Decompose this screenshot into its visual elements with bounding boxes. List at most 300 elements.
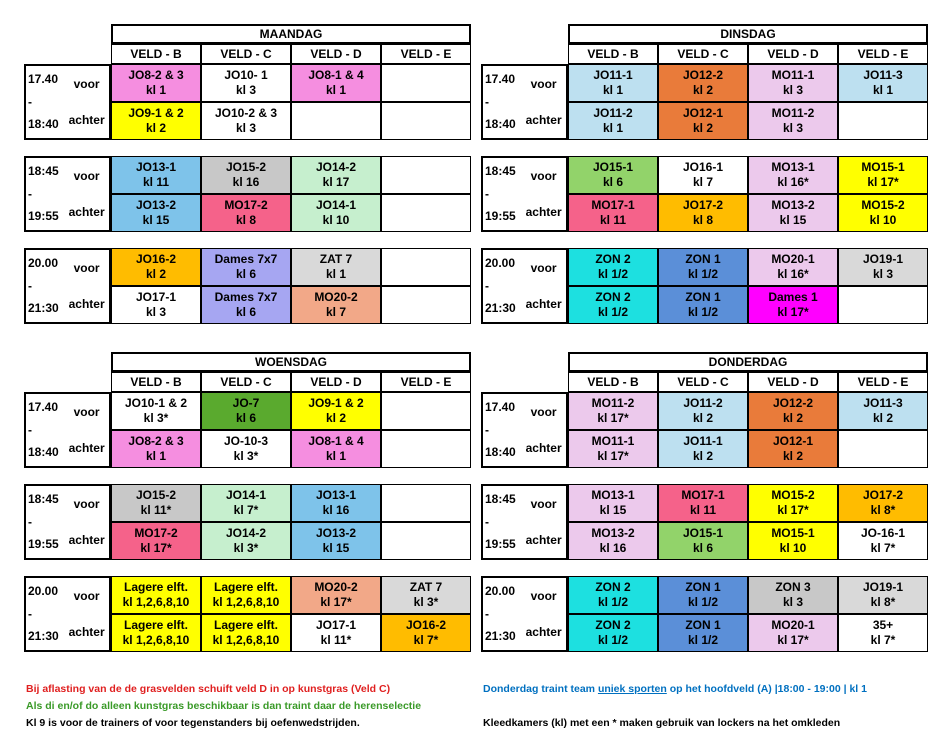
time-range	[26, 250, 64, 322]
locker-room: kl 11	[599, 213, 627, 227]
start-time: 17.40	[28, 400, 59, 414]
column-header-veld-d: VELD - D	[748, 372, 838, 392]
locker-room: kl 1	[872, 83, 893, 97]
locker-room: kl 17*	[140, 541, 172, 555]
end-time: 21:30	[485, 301, 516, 315]
team-name: JO14-2	[225, 526, 267, 540]
team-name: MO20-1	[771, 618, 815, 632]
team-name: JO15-1	[592, 160, 634, 174]
locker-room: kl 1/2	[597, 305, 629, 319]
locker-room: kl 3	[782, 595, 803, 609]
schedule-cell	[291, 484, 381, 522]
day-title: DINSDAG	[568, 24, 928, 44]
column-header-veld-e: VELD - E	[838, 44, 928, 64]
team-name: MO20-1	[771, 252, 815, 266]
block-spacer	[24, 232, 471, 248]
time-range	[26, 66, 64, 138]
block-spacer	[24, 560, 471, 576]
schedule-cell	[838, 194, 928, 232]
schedule-cell	[838, 614, 928, 652]
team-name: JO17-2	[862, 488, 904, 502]
locker-room: kl 2	[145, 121, 166, 135]
team-name: Dames 7x7	[214, 252, 278, 266]
start-time: 20.00	[28, 584, 59, 598]
schedule-cell	[291, 156, 381, 194]
locker-room: kl 15	[779, 213, 807, 227]
team-name: JO19-1	[862, 252, 904, 266]
team-name: ZON 2	[595, 252, 631, 266]
schedule-cell	[201, 102, 291, 140]
column-header-veld-e: VELD - E	[381, 44, 471, 64]
team-name: MO11-2	[771, 106, 815, 120]
team-name: JO12-2	[682, 68, 724, 82]
locker-room: kl 17*	[777, 633, 809, 647]
block-spacer	[24, 140, 471, 156]
label-voor: voor	[530, 260, 557, 275]
schedule-cell	[658, 248, 748, 286]
team-name: 35+	[872, 618, 894, 632]
team-name: JO8-2 & 3	[128, 434, 184, 448]
time-dash: -	[28, 186, 32, 201]
locker-room: kl 1,2,6,8,10	[212, 633, 280, 647]
start-time: 20.00	[485, 584, 516, 598]
locker-room: kl 3*	[413, 595, 439, 609]
locker-room: kl 15	[142, 213, 170, 227]
team-name: JO11-3	[863, 68, 903, 82]
locker-room: kl 16	[322, 503, 350, 517]
locker-room: kl 17*	[597, 411, 629, 425]
schedule-cell	[568, 576, 658, 614]
locker-room: kl 10	[779, 541, 807, 555]
team-name: MO17-2	[224, 198, 268, 212]
schedule-cell	[201, 392, 291, 430]
locker-room: kl 7*	[870, 633, 896, 647]
time-range	[26, 158, 64, 230]
corner-blank	[481, 372, 568, 392]
locker-room: kl 1	[325, 449, 346, 463]
locker-room: kl 3	[872, 267, 893, 281]
locker-room: kl 17*	[867, 175, 899, 189]
schedule-cell	[291, 248, 381, 286]
schedule-cell	[201, 194, 291, 232]
team-name: JO12-1	[772, 434, 814, 448]
column-header-veld-c: VELD - C	[201, 372, 291, 392]
label-voor: voor	[73, 588, 100, 603]
locker-room: kl 7*	[233, 503, 259, 517]
schedule-cell	[658, 64, 748, 102]
team-name: JO11-1	[593, 68, 633, 82]
locker-room: kl 10	[869, 213, 897, 227]
schedule-maandag	[24, 24, 471, 324]
time-dash: -	[28, 422, 32, 437]
corner-blank	[481, 44, 568, 64]
time-dash: -	[485, 94, 489, 109]
locker-room: kl 7	[325, 305, 346, 319]
schedule-cell	[111, 102, 201, 140]
empty-cell	[381, 484, 471, 522]
time-range	[483, 394, 521, 466]
column-header-veld-d: VELD - D	[291, 372, 381, 392]
locker-room: kl 3	[235, 121, 256, 135]
column-header-veld-b: VELD - B	[568, 44, 658, 64]
locker-room: kl 17*	[777, 305, 809, 319]
time-dash: -	[28, 514, 32, 529]
schedule-cell	[111, 484, 201, 522]
team-name: JO12-1	[682, 106, 724, 120]
schedule-cell	[291, 614, 381, 652]
time-dash: -	[485, 422, 489, 437]
time-range	[26, 578, 64, 650]
label-achter: achter	[68, 204, 105, 219]
schedule-cell	[111, 64, 201, 102]
schedule-cell	[111, 248, 201, 286]
schedule-cell	[748, 484, 838, 522]
locker-room: kl 1/2	[597, 267, 629, 281]
team-name: JO17-1	[135, 290, 177, 304]
locker-room: kl 1	[145, 449, 166, 463]
team-name: MO15-1	[861, 160, 905, 174]
locker-room: kl 1,2,6,8,10	[122, 595, 190, 609]
column-header-veld-b: VELD - B	[568, 372, 658, 392]
schedule-cell	[658, 194, 748, 232]
time-slot	[24, 156, 111, 232]
team-name: MO13-1	[771, 160, 815, 174]
schedule-cell	[748, 614, 838, 652]
column-header-veld-e: VELD - E	[838, 372, 928, 392]
time-range	[483, 250, 521, 322]
schedule-cell	[568, 614, 658, 652]
locker-room: kl 16*	[777, 267, 809, 281]
team-name: JO10- 1	[224, 68, 268, 82]
empty-cell	[291, 102, 381, 140]
schedule-cell	[111, 286, 201, 324]
schedule-dinsdag	[481, 24, 928, 324]
team-name: ZON 1	[685, 580, 721, 594]
schedule-cell	[111, 156, 201, 194]
locker-room: kl 2	[692, 411, 713, 425]
empty-cell	[381, 522, 471, 560]
locker-room: kl 1/2	[687, 305, 719, 319]
schedule-cell	[201, 286, 291, 324]
locker-room: kl 8	[235, 213, 256, 227]
locker-room: kl 1	[325, 267, 346, 281]
end-time: 19:55	[485, 209, 516, 223]
team-name: MO13-1	[591, 488, 635, 502]
locker-room: kl 6	[692, 541, 713, 555]
start-time: 18:45	[485, 492, 516, 506]
schedule-cell	[568, 194, 658, 232]
locker-room: kl 11	[142, 175, 170, 189]
schedule-cell	[568, 286, 658, 324]
locker-room: kl 2	[872, 411, 893, 425]
time-slot	[24, 248, 111, 324]
column-header-veld-c: VELD - C	[658, 372, 748, 392]
locker-room: kl 8*	[870, 595, 896, 609]
locker-room: kl 2	[325, 411, 346, 425]
locker-room: kl 17	[322, 175, 350, 189]
schedule-cell	[568, 64, 658, 102]
schedule-cell	[291, 430, 381, 468]
end-time: 19:55	[28, 209, 59, 223]
time-range	[26, 394, 64, 466]
label-achter: achter	[525, 296, 562, 311]
schedule-cell	[111, 392, 201, 430]
schedule-cell	[658, 614, 748, 652]
locker-room: kl 1/2	[687, 595, 719, 609]
locker-room: kl 17*	[320, 595, 352, 609]
team-name: ZON 2	[595, 290, 631, 304]
empty-cell	[381, 102, 471, 140]
start-time: 17.40	[485, 72, 516, 86]
corner-blank	[24, 44, 111, 64]
locker-room: kl 11	[689, 503, 717, 517]
half-labels	[521, 66, 566, 138]
team-name: JO16-2	[405, 618, 447, 632]
half-labels	[64, 158, 109, 230]
schedule-cell	[748, 286, 838, 324]
schedule-cell	[748, 194, 838, 232]
note-aflasting: Bij aflasting van de de grasvelden schuift veld D in op kunstgras (Veld C)	[26, 683, 391, 695]
schedule-cell	[838, 484, 928, 522]
corner-blank	[481, 24, 568, 44]
label-voor: voor	[530, 168, 557, 183]
time-dash: -	[485, 278, 489, 293]
half-labels	[521, 394, 566, 466]
block-spacer	[481, 140, 928, 156]
time-dash: -	[485, 186, 489, 201]
label-achter: achter	[525, 532, 562, 547]
schedule-cell	[291, 64, 381, 102]
empty-cell	[381, 248, 471, 286]
label-achter: achter	[525, 204, 562, 219]
empty-cell	[381, 392, 471, 430]
team-name: MO11-1	[771, 68, 815, 82]
locker-room: kl 3	[782, 121, 803, 135]
schedule-cell	[381, 576, 471, 614]
schedule-cell	[111, 614, 201, 652]
note-herenselectie: Als di en/of do alleen kunstgras beschikbaar is dan traint daar de herenselectie	[26, 700, 422, 712]
label-voor: voor	[530, 76, 557, 91]
locker-room: kl 8*	[870, 503, 896, 517]
time-dash: -	[485, 606, 489, 621]
locker-room: kl 7	[692, 175, 713, 189]
end-time: 19:55	[28, 537, 59, 551]
schedule-cell	[201, 64, 291, 102]
locker-room: kl 16	[232, 175, 260, 189]
team-name: JO11-2	[593, 106, 633, 120]
corner-blank	[24, 372, 111, 392]
label-achter: achter	[68, 112, 105, 127]
team-name: ZAT 7	[319, 252, 353, 266]
team-name: MO11-1	[591, 434, 635, 448]
team-name: ZON 1	[685, 290, 721, 304]
column-header-veld-d: VELD - D	[748, 44, 838, 64]
team-name: MO20-2	[314, 580, 358, 594]
locker-room: kl 6	[235, 305, 256, 319]
empty-cell	[381, 156, 471, 194]
team-name: MO13-2	[771, 198, 815, 212]
team-name: JO15-1	[682, 526, 724, 540]
schedule-cell	[201, 248, 291, 286]
end-time: 18:40	[28, 445, 59, 459]
start-time: 20.00	[485, 256, 516, 270]
label-voor: voor	[530, 588, 557, 603]
team-name: JO10-1 & 2	[124, 396, 188, 410]
team-name: JO13-2	[315, 526, 357, 540]
schedule-cell	[291, 522, 381, 560]
team-name: JO11-1	[683, 434, 723, 448]
schedule-cell	[568, 392, 658, 430]
schedule-cell	[658, 430, 748, 468]
team-name: MO11-2	[591, 396, 635, 410]
locker-room: kl 6	[602, 175, 623, 189]
end-time: 19:55	[485, 537, 516, 551]
team-name: JO15-2	[225, 160, 267, 174]
schedule-cell	[748, 156, 838, 194]
note-lockers: Kleedkamers (kl) met een * maken gebruik van lockers na het omkleden	[483, 717, 841, 729]
label-achter: achter	[68, 440, 105, 455]
locker-room: kl 7*	[413, 633, 439, 647]
team-name: ZON 3	[775, 580, 811, 594]
schedule-cell	[748, 64, 838, 102]
empty-cell	[838, 102, 928, 140]
schedule-cell	[838, 248, 928, 286]
column-header-veld-b: VELD - B	[111, 372, 201, 392]
label-voor: voor	[530, 404, 557, 419]
schedule-cell	[568, 430, 658, 468]
uniek-sporten-link[interactable]: uniek sporten	[597, 683, 667, 695]
empty-cell	[381, 430, 471, 468]
time-range	[483, 578, 521, 650]
locker-room: kl 2	[145, 267, 166, 281]
locker-room: kl 3	[145, 305, 166, 319]
day-title: DONDERDAG	[568, 352, 928, 372]
team-name: JO19-1	[862, 580, 904, 594]
half-labels	[521, 158, 566, 230]
team-name: JO13-2	[135, 198, 177, 212]
locker-room: kl 10	[322, 213, 350, 227]
team-name: MO15-1	[771, 526, 815, 540]
locker-room: kl 16	[599, 541, 627, 555]
team-name: JO10-2 & 3	[214, 106, 278, 120]
note-uniek-post: op het hoofdveld (A) |18:00 - 19:00 | kl 1	[666, 683, 867, 695]
time-slot	[481, 576, 568, 652]
empty-cell	[381, 64, 471, 102]
block-spacer	[24, 468, 471, 484]
half-labels	[64, 486, 109, 558]
schedule-cell	[568, 484, 658, 522]
schedule-cell	[568, 102, 658, 140]
time-range	[483, 486, 521, 558]
label-voor: voor	[73, 76, 100, 91]
schedule-cell	[838, 64, 928, 102]
empty-cell	[838, 286, 928, 324]
schedule-cell	[291, 194, 381, 232]
start-time: 20.00	[28, 256, 59, 270]
team-name: JO16-1	[682, 160, 724, 174]
end-time: 18:40	[485, 117, 516, 131]
note-uniek-sporten	[483, 683, 867, 695]
schedule-cell	[201, 156, 291, 194]
corner-blank	[481, 352, 568, 372]
column-header-veld-c: VELD - C	[658, 44, 748, 64]
schedule-cell	[658, 392, 748, 430]
team-name: JO11-2	[683, 396, 723, 410]
team-name: Lagere elft.	[123, 580, 189, 594]
locker-room: kl 3	[782, 83, 803, 97]
schedule-cell	[291, 286, 381, 324]
locker-room: kl 3*	[143, 411, 169, 425]
team-name: ZAT 7	[409, 580, 443, 594]
time-slot	[24, 576, 111, 652]
schedule-cell	[381, 614, 471, 652]
team-name: Dames 7x7	[214, 290, 278, 304]
label-achter: achter	[68, 624, 105, 639]
locker-room: kl 1,2,6,8,10	[212, 595, 280, 609]
time-range	[26, 486, 64, 558]
locker-room: kl 1	[602, 83, 623, 97]
team-name: JO9-1 & 2	[128, 106, 184, 120]
schedule-cell	[838, 156, 928, 194]
schedule-cell	[568, 248, 658, 286]
corner-blank	[24, 352, 111, 372]
team-name: JO15-2	[135, 488, 177, 502]
start-time: 18:45	[28, 492, 59, 506]
locker-room: kl 15	[322, 541, 350, 555]
schedule-cell	[291, 576, 381, 614]
half-labels	[521, 250, 566, 322]
team-name: JO-16-1	[860, 526, 906, 540]
team-name: Dames 1	[768, 290, 818, 304]
schedule-cell	[111, 522, 201, 560]
time-slot	[481, 484, 568, 560]
locker-room: kl 8	[692, 213, 713, 227]
schedule-cell	[748, 248, 838, 286]
team-name: JO-10-3	[223, 434, 269, 448]
locker-room: kl 1/2	[597, 595, 629, 609]
note-kl9: Kl 9 is voor de trainers of voor tegenstanders bij oefenwedstrijden.	[26, 717, 360, 729]
half-labels	[521, 486, 566, 558]
column-header-veld-c: VELD - C	[201, 44, 291, 64]
time-slot	[481, 156, 568, 232]
label-voor: voor	[73, 260, 100, 275]
team-name: JO8-2 & 3	[128, 68, 184, 82]
schedule-woensdag	[24, 352, 471, 652]
label-voor: voor	[530, 496, 557, 511]
team-name: JO14-1	[315, 198, 357, 212]
team-name: JO-7	[232, 396, 260, 410]
time-dash: -	[28, 94, 32, 109]
label-achter: achter	[525, 624, 562, 639]
label-voor: voor	[73, 496, 100, 511]
locker-room: kl 2	[692, 121, 713, 135]
block-spacer	[481, 560, 928, 576]
locker-room: kl 6	[235, 267, 256, 281]
schedule-cell	[201, 576, 291, 614]
column-header-veld-b: VELD - B	[111, 44, 201, 64]
team-name: ZON 1	[685, 618, 721, 632]
team-name: MO17-2	[134, 526, 178, 540]
schedule-cell	[111, 430, 201, 468]
empty-cell	[838, 430, 928, 468]
time-dash: -	[28, 606, 32, 621]
locker-room: kl 1	[602, 121, 623, 135]
locker-room: kl 1	[145, 83, 166, 97]
half-labels	[64, 250, 109, 322]
team-name: MO15-2	[771, 488, 815, 502]
schedule-cell	[201, 614, 291, 652]
half-labels	[64, 66, 109, 138]
